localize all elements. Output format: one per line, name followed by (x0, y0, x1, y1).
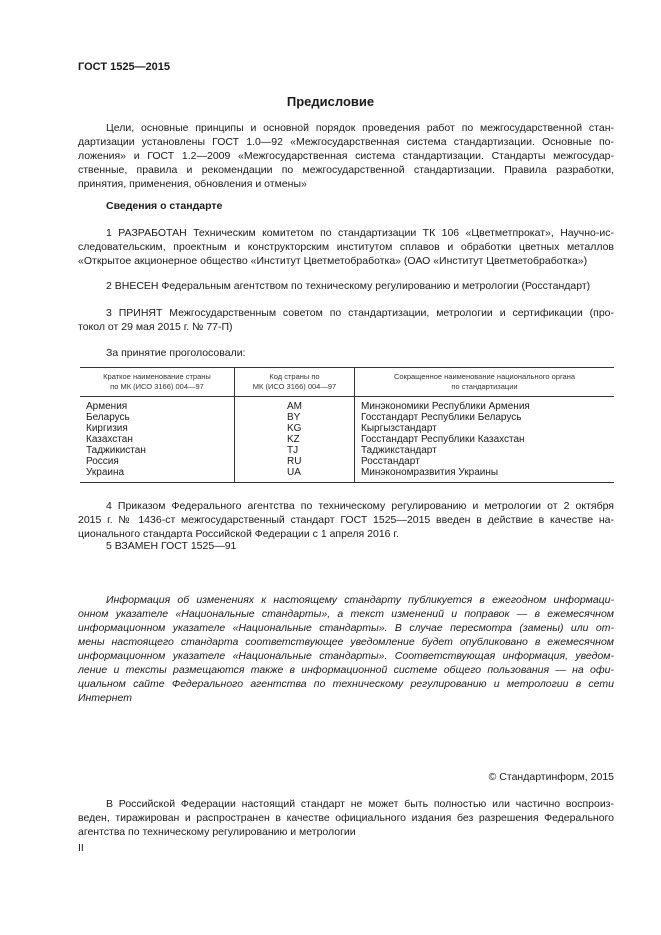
country-cell: Казахстан (80, 434, 235, 445)
voted-label: За принятие проголосовали: (106, 347, 246, 359)
country-cell: Россия (80, 456, 235, 467)
body-cell: Кыргызстандарт (361, 423, 437, 434)
table-row (80, 423, 614, 434)
page-title: Предисловие (286, 94, 375, 109)
page-number: II (78, 842, 84, 854)
code-cell: KZ (235, 434, 355, 445)
table-header-country: Краткое наименование страны по МК (ИСО 3166) 004—97 (80, 368, 235, 397)
table-header-body: Сокращенное наименование национального органа по стандартизации (355, 368, 615, 397)
notice-paragraph (78, 593, 614, 705)
country-cell: Таджикистан (80, 445, 235, 456)
text-line: информационном указателе «Национальные стандарты». Соответствующая информация, уведом- (78, 650, 614, 662)
text-line: 5 ВЗАМЕН ГОСТ 1525—91 (106, 540, 237, 552)
code-cell: AM (235, 397, 355, 413)
text-line: Интернет (78, 692, 132, 704)
country-cell: Украина (80, 467, 235, 483)
info-heading: Сведения о стандарте (106, 200, 223, 212)
code-cell: KG (235, 423, 355, 434)
text-line: дартизации установлены ГОСТ 1.0—92 «Межгосударственная система стандартизации. Основные по- (78, 136, 614, 148)
text-line: 4 Приказом Федерального агентства по техническому регулированию и метрологии от 2 октября (106, 500, 614, 512)
country-cell: Киргизия (80, 423, 235, 434)
body-cell: Минэкономразвития Украины (361, 467, 499, 478)
code-cell: BY (235, 412, 355, 423)
table-row (80, 445, 614, 456)
text-line: «Открытое акционерное общество «Институт Цветметобработка» (ОАО «Институт Цветметобработка») (78, 255, 588, 267)
body-cell: Госстандарт Республики Беларусь (361, 412, 522, 423)
body-cell: Таджикстандарт (361, 445, 437, 456)
text-line: ление и тексты размещаются также в информационной системе общего пользования — на офи- (78, 664, 614, 676)
item-2-paragraph (78, 279, 614, 293)
body-cell: Госстандарт Республики Казахстан (361, 434, 525, 445)
text-line: Информация об изменениях к настоящему стандарту публикуется в ежегодном информаци- (106, 594, 614, 606)
copyright: © Стандартинформ, 2015 (488, 771, 614, 783)
text-line: Цели, основные принципы и основной порядок проведения работ по межгосударственной стан- (106, 122, 614, 134)
country-cell: Беларусь (80, 412, 235, 423)
table-row (80, 412, 614, 423)
text-line: онном указателе «Национальные стандарты», а текст изменений и поправок — в ежемесячном (78, 608, 614, 620)
code-cell: UA (235, 467, 355, 483)
body-cell: Росстандарт (361, 456, 420, 467)
text-line: 2 ВНЕСЕН Федеральным агентством по техническому регулированию и метрологии (Росстандарт) (106, 280, 591, 292)
table-header-code: Код страны по МК (ИСО 3166) 004—97 (235, 368, 355, 397)
item-3-paragraph (78, 306, 614, 334)
text-line: 2015 г. № 1436-ст межгосударственный стандарт ГОСТ 1525—2015 введен в действие в качестве на- (78, 514, 614, 526)
body-cell: Минэкономики Республики Армения (361, 401, 530, 412)
text-line: мены настоящего стандарта соответствующее уведомление будет опубликовано в ежемесячном (78, 636, 614, 648)
text-line: ственные, правила и рекомендации по межгосударственной стандартизации. Правила разработки, (78, 164, 614, 176)
item-5-paragraph (78, 539, 614, 553)
text-line: ложения» и ГОСТ 1.2—2009 «Межгосударственная система стандартизации. Стандарты межгосудар- (78, 150, 614, 162)
rights-paragraph (78, 797, 614, 839)
item-1-paragraph (78, 226, 614, 268)
table-row (80, 467, 614, 483)
text-line: В Российской Федерации настоящий стандарт не может быть полностью или частично воспроиз- (106, 798, 614, 810)
text-line: циальном сайте Федерального агентства по техническому регулированию и метрологии в сети (78, 678, 614, 690)
item-4-paragraph (78, 499, 614, 541)
code-cell: TJ (235, 445, 355, 456)
text-line: информационном указателе «Национальные стандарты». В случае пересмотра (замены) или от- (78, 622, 614, 634)
document-code: ГОСТ 1525—2015 (78, 61, 171, 73)
text-line: 3 ПРИНЯТ Межгосударственным советом по стандартизации, метрологии и сертификации (про- (106, 307, 614, 319)
table-row (80, 434, 614, 445)
code-cell: RU (235, 456, 355, 467)
country-cell: Армения (80, 397, 235, 413)
voting-table (80, 367, 614, 483)
text-line: 1 РАЗРАБОТАН Техническим комитетом по стандартизации ТК 106 «Цветметпрокат», Научно-ис- (106, 227, 614, 239)
intro-paragraph (78, 121, 614, 191)
text-line: принятия, применения, обновления и отмены» (78, 178, 307, 190)
text-line: веден, тиражирован и распространен в качестве официального издания без разрешения Федерального (78, 812, 614, 824)
text-line: следовательским, проектным и конструкторским институтом сплавов и обработки цветных металлов (78, 241, 614, 253)
table-row (80, 397, 614, 413)
table-row (80, 456, 614, 467)
text-line: токол от 29 мая 2015 г. № 77-П) (78, 321, 233, 333)
text-line: ционального стандарта Российской Федерации с 1 апреля 2016 г. (78, 528, 399, 540)
text-line: агентства по техническому регулированию и метрологии (78, 826, 356, 838)
